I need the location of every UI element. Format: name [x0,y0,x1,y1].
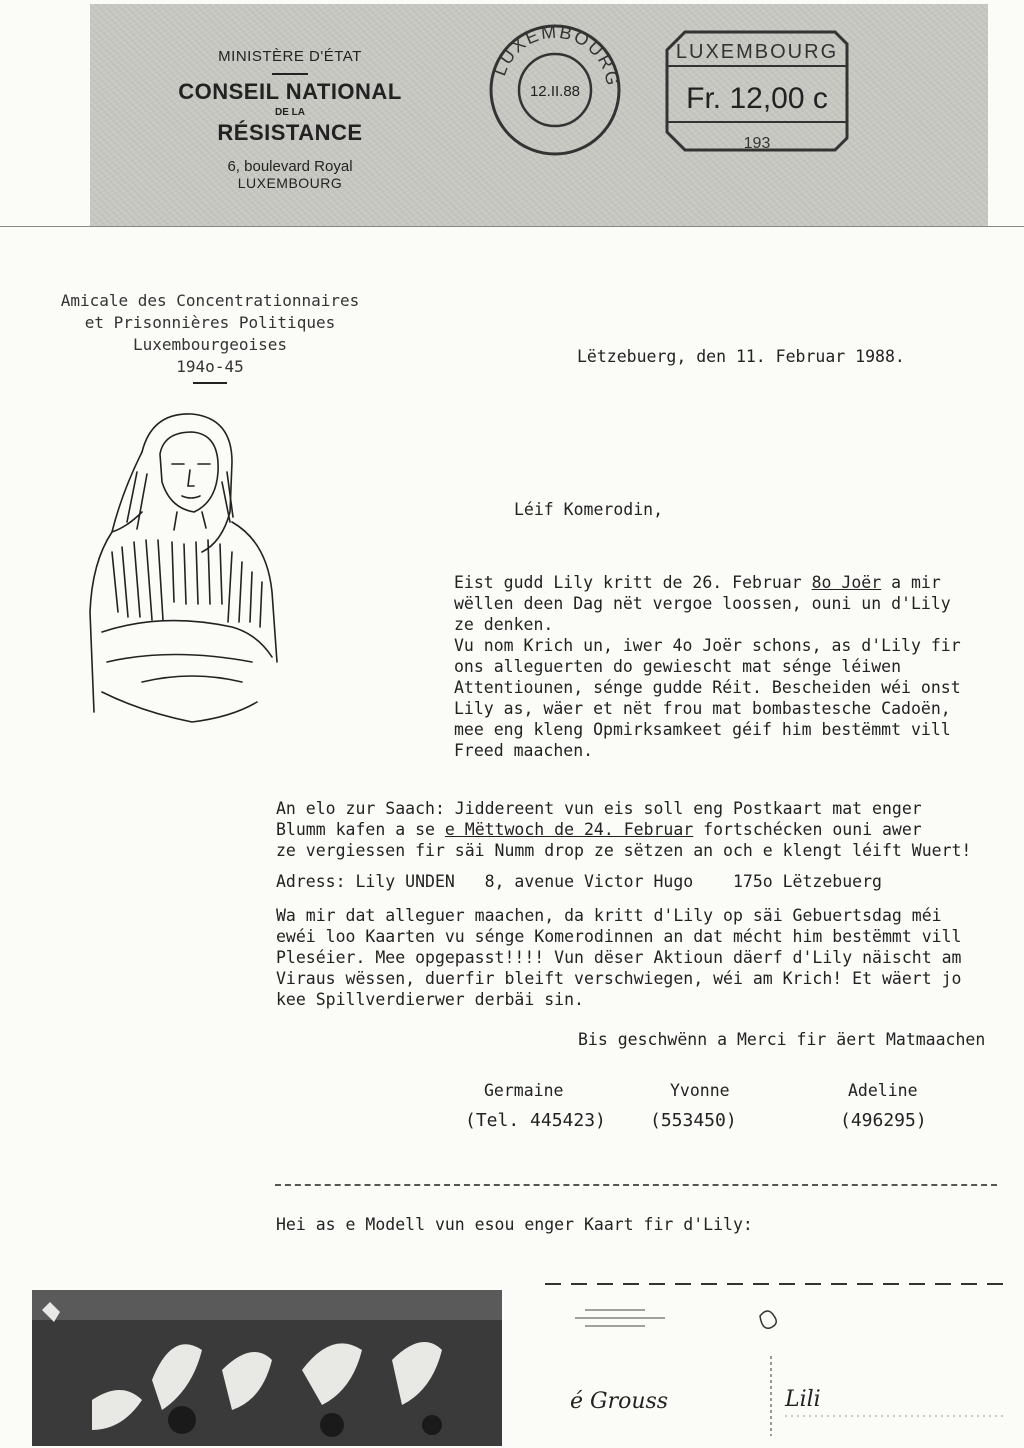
card-handwriting-signature: Lili [785,1387,821,1412]
para2-underlined-date: e Mëttwoch de 24. Februar [444,820,694,839]
para2-line1: An elo zur Saach: Jiddereent vun eis soll eng Postkaart mat enger [276,799,922,818]
para2-line2-text: Blumm kafen a se [276,820,445,839]
letterhead-divider [0,226,1024,227]
sender-line4: 194o-45 [176,357,244,376]
woman-portrait-illustration [82,412,292,742]
para3-line1: Wa mir dat alleguer maachen, da kritt d'Lily op säi Gebuertsdag méi [276,906,942,925]
meter-country: LUXEMBOURG [675,41,839,63]
sender-line3: Luxembourgeoises [132,335,288,354]
signatory-tel-3: (496295) [840,1110,927,1131]
para1-line1 [454,572,941,593]
flower-photo [32,1290,502,1446]
para1-line9: Freed maachen. [454,741,594,760]
para1-line5: ons alleguerten do gewiescht mat sénge léiwen [454,657,902,676]
letterhead-rule [272,73,308,75]
dashed-separator [275,1184,997,1186]
address-line1: 6, boulevard Royal [227,158,353,175]
para3-line2: ewéi loo Kaarten vu sénge Komerodinnen an dat mécht him bestëmmt vill [276,927,962,946]
salutation: Léif Komerodin, [514,500,664,519]
para1-line8: mee eng kleng Opmirksamkeet géif him bestëmmt vill [454,720,951,739]
meter-stamp [667,32,847,152]
ministry-line3: DE LA [275,107,305,118]
ministry-line2: CONSEIL NATIONAL [178,79,402,104]
postmark-city: LUXEMBOURG [489,21,624,89]
para1-line7: Lily as, wäer et nët frou mat bombastesche Cadoën, [454,699,951,718]
signatory-name-1: Germaine [484,1081,564,1100]
card-handwriting-greeting: é Grouss [570,1389,669,1414]
ministry-letterhead [160,48,420,191]
signatory-name-3: Adeline [848,1081,918,1100]
para1-line4: Vu nom Krich un, iwer 4o Joër schons, as d'Lily fir [454,636,961,655]
ministry-line4: RÉSISTANCE [217,120,363,145]
meter-value: Fr. 12,00 c [686,82,828,115]
para2-line2 [276,819,922,840]
date-line: Lëtzebuerg, den 11. Februar 1988. [577,347,905,366]
para1-line6: Attentiounen, sénge gudde Réit. Bescheiden wéi onst [454,678,961,697]
signatory-tel-2: (553450) [650,1110,737,1131]
signatory-tel-1: (Tel. 445423) [465,1110,606,1131]
signatory-name-2: Yvonne [670,1081,730,1100]
para1-line3: ze denken. [454,615,554,634]
meter-number: 193 [743,135,771,152]
ministry-line1: MINISTÈRE D'ÉTAT [218,48,362,65]
sender-line2: et Prisonnières Politiques [84,313,336,332]
address-line: Adress: Lily UNDEN 8, avenue Victor Hugo 175o Lëtzebuerg [276,872,882,891]
postmark-date: 12.II.88 [529,83,581,100]
para2-line3: ze vergiessen fir säi Numm drop ze sëtzen an och e klengt léift Wuert! [276,841,972,860]
model-card-line: Hei as e Modell vun esou enger Kaart fir d'Lily: [276,1215,753,1234]
sender-block [40,290,380,384]
para3-line5: kee Spillverdierwer derbäi sin. [276,990,584,1009]
sender-line1: Amicale des Concentrationnaires [60,291,360,310]
postmark-stamp [489,22,623,154]
postage-stamps [485,10,865,160]
closing-line: Bis geschwënn a Merci fir äert Matmaachen [578,1030,986,1049]
para1-line1-end: a mir [881,573,941,592]
para3-line4: Viraus wëssen, duerfir bleift verschwiegen, wéi am Krich! Et wäert jo [276,969,962,988]
para3-line3: Pleséier. Mee opgepasst!!!! Vun dëser Aktioun däerf d'Lily näischt am [276,948,962,967]
postcard-back [545,1276,1015,1446]
para1-line2: wëllen deen Dag nët vergoe loossen, ouni un d'Lily [454,594,951,613]
para1-underlined-age: 8o Joër [811,573,882,592]
address-line2: LUXEMBOURG [237,175,343,191]
para2-line2-end: fortschécken ouni awer [693,820,922,839]
sender-rule [193,382,227,384]
para1-line1-text: Eist gudd Lily kritt de 26. Februar [454,573,812,592]
